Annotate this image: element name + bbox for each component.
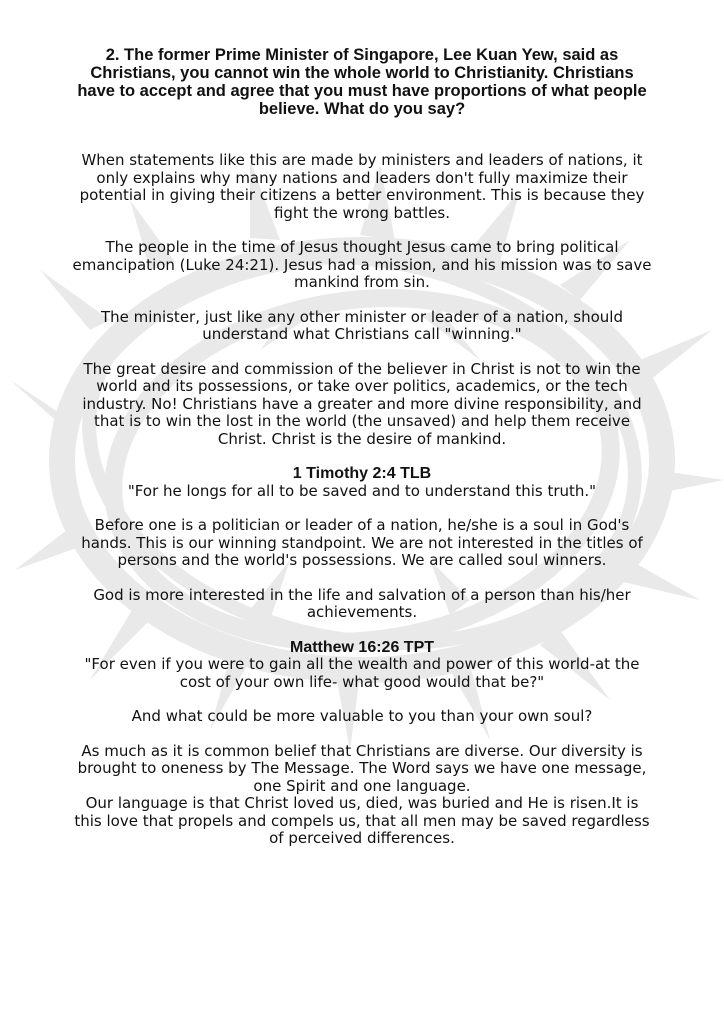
scripture-quote: "For he longs for all to be saved and to understand this truth." xyxy=(127,481,597,500)
paragraph: Our language is that Christ loved us, died, was buried and He is risen.It is this love that propels and compels us, that all men may be saved regardless of perceived differences. xyxy=(74,794,650,847)
paragraph: Before one is a politician or leader of a nation, he/she is a soul in God's hands. This is our winning standpoint. We are not interested in the titles of persons and the world's possessions. We are called soul winners. xyxy=(81,516,643,569)
question-heading: 2. The former Prime Minister of Singapore, Lee Kuan Yew, said as Christians, you cannot win the whole world to Christianity. Christians have to accept and agree that you must have proportions of what people believe. What do you say? xyxy=(77,46,647,118)
paragraph: The great desire and commission of the believer in Christ is not to win the world and its possessions, or take over politics, academics, or the tech industry. No! Christians have a greater and more divine responsibility, and that is to win the lost in the world (the unsaved) and help them receive Christ. Christ is the desire of mankind. xyxy=(82,359,642,448)
paragraph: And what could be more valuable to you than your own soul? xyxy=(131,707,593,725)
scripture-reference: Matthew 16:26 TPT xyxy=(289,638,435,656)
scripture-reference: 1 Timothy 2:4 TLB xyxy=(292,465,432,482)
document-content xyxy=(70,46,654,865)
paragraph: The people in the time of Jesus thought Jesus came to bring political emancipation (Luke 24:21). Jesus had a mission, and his mission was to save mankind from sin. xyxy=(72,238,652,291)
scripture-quote: "For even if you were to gain all the wealth and power of this world-at the cost of your own life- what good would that be?" xyxy=(84,655,640,691)
paragraph: As much as it is common belief that Christians are diverse. Our diversity is brought to oneness by The Message. The Word says we have one message, one Spirit and one language. xyxy=(77,741,647,795)
paragraph: God is more interested in the life and salvation of a person than his/her achievements. xyxy=(93,585,631,621)
paragraph: The minister, just like any other minister or leader of a nation, should understand what Christians call "winning." xyxy=(101,307,623,343)
paragraph: When statements like this are made by ministers and leaders of nations, it only explains why many nations and leaders don't fully maximize their potential in giving their citizens a better environment. This is because they fight the wrong battles. xyxy=(79,151,645,222)
